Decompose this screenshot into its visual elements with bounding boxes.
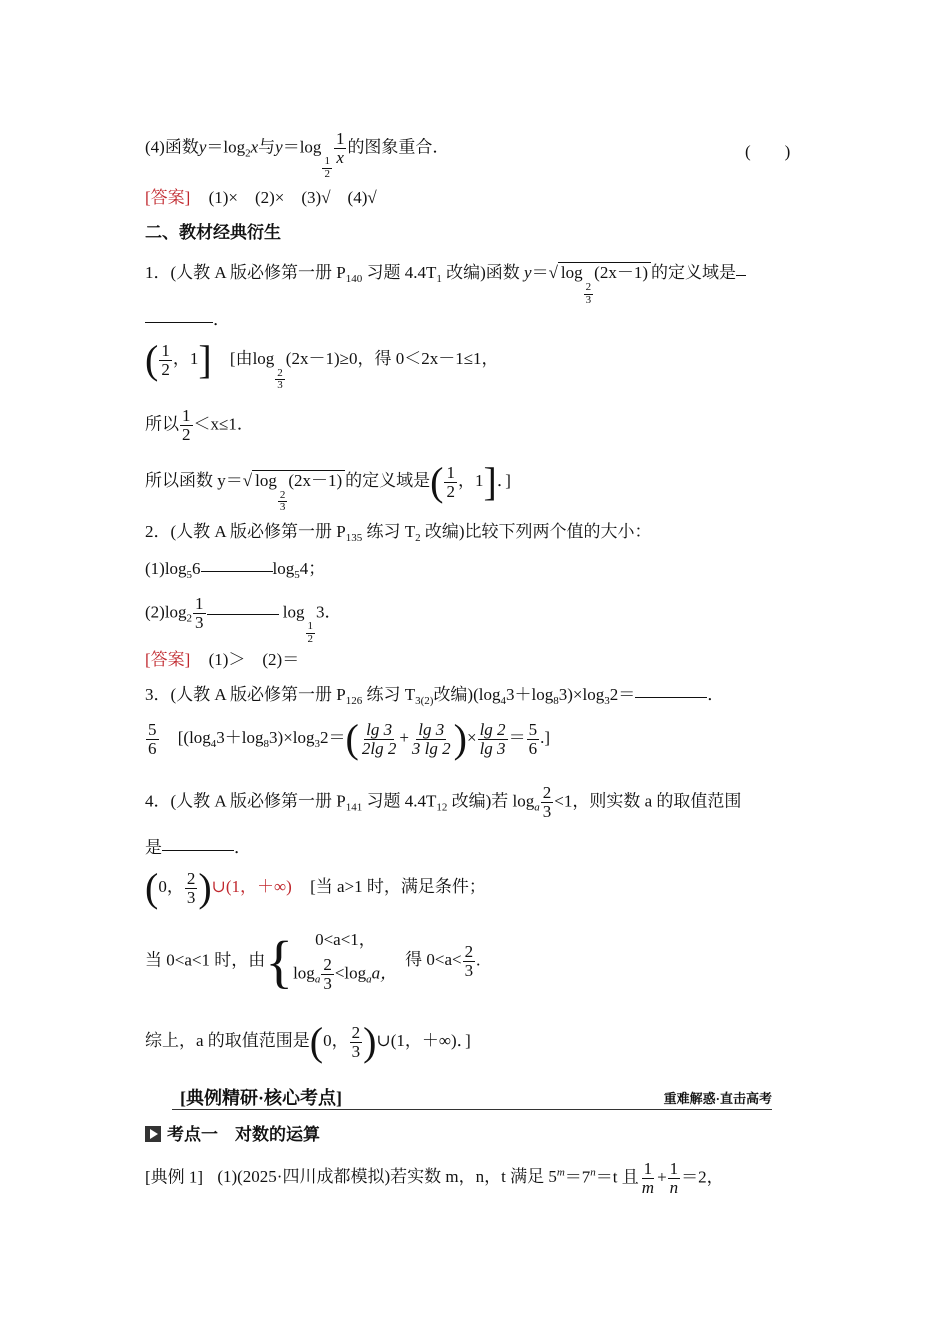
s3-open: (: [309, 1019, 324, 1064]
ans-n: 1: [161, 340, 170, 360]
q1-text: 1．(人教 A 版必修第一册 P: [145, 263, 346, 282]
ans-frac: [159, 342, 172, 379]
s-b3: 3: [314, 737, 321, 750]
q3-end: 2＝: [609, 685, 636, 704]
qa-d: 3: [186, 887, 196, 907]
q1-tsub: 1: [436, 273, 442, 285]
q4-ans-b: ∪(1，＋∞): [211, 876, 292, 896]
q2-text2: 练习 T: [362, 522, 416, 541]
row2c: a，: [371, 963, 398, 983]
r2b-n: 2: [279, 488, 286, 501]
q2-page: 135: [345, 532, 363, 544]
ph-n: 1: [307, 620, 314, 633]
q4-text4: <1，则实数 a 的取值范围: [554, 791, 742, 811]
q4-open: (: [145, 865, 159, 910]
f3: [478, 721, 508, 758]
so2-rest: ，1: [457, 470, 484, 490]
p1b: 6: [192, 559, 201, 578]
s3-close: ): [363, 1019, 377, 1064]
r-n: 5: [528, 719, 538, 739]
q2-tsub: 2: [415, 532, 421, 544]
rad-base: [584, 282, 594, 306]
rb-n: 2: [585, 281, 592, 293]
rad2-base: [278, 490, 288, 514]
q3-solution: $\frac{5}{6}$ [$(\log_43+\log_83)\times\log_32=$( $\frac{\lg 3}{2\lg 2}$ + $\frac{\lg 3}{3 \lg 2}$ )× $\frac{\lg 2}{\lg 3}$ ＝ $\frac{5}{6}$ .]: [148, 716, 550, 761]
s-b4: 4: [210, 737, 217, 750]
q1-eq: ＝: [531, 263, 549, 282]
rb-d: 3: [585, 293, 592, 306]
radicand: [558, 262, 651, 306]
p2a: (2)log: [145, 602, 187, 622]
half-n: 1: [324, 155, 330, 168]
so1-n: 1: [182, 406, 191, 425]
base-half: [322, 156, 332, 180]
item4-paren: ( ): [745, 142, 791, 161]
q2-line: [145, 522, 652, 545]
play-icon: [145, 1126, 161, 1142]
exp-n: n: [590, 1166, 596, 1179]
example-mid: ＝7: [564, 1167, 591, 1187]
q1-text3: 改编)函数: [441, 263, 525, 282]
so2b: 的定义域是: [345, 470, 431, 490]
q4-text3: 改编)若 log: [447, 791, 535, 811]
so1a: 所以: [145, 414, 179, 434]
eb-n: 2: [277, 366, 283, 379]
var-y2: y: [275, 137, 283, 157]
p2-n: 1: [195, 594, 204, 613]
eb-d: 3: [277, 379, 283, 392]
f3n: lg 2: [479, 719, 506, 739]
q1-y: y: [524, 263, 532, 282]
q4-sol3a: 综上，a 的取值范围是: [145, 1030, 310, 1050]
s2-d: 3: [464, 961, 474, 981]
so2-d: 2: [446, 481, 455, 501]
system-rows: [293, 930, 397, 993]
row2b: <log: [334, 963, 367, 983]
answer2-text: (1)＞ (2)＝: [208, 650, 300, 669]
qa-n: 2: [186, 868, 196, 888]
rad2-log: log: [255, 470, 277, 490]
fn-n: 1: [669, 1159, 679, 1178]
q3-sol3: 3)×log: [269, 727, 315, 747]
example-line: [145, 1160, 724, 1197]
q4-sol2a: 当 0<a<1 时，由: [145, 950, 266, 970]
q4-ans-a: 0，: [158, 876, 184, 896]
q1-line: [145, 262, 746, 306]
s3-d: 3: [351, 1041, 361, 1061]
ans-open: (: [145, 337, 159, 382]
frac-1-m: [640, 1160, 656, 1197]
q4-line: [145, 784, 741, 821]
so1-frac: [180, 407, 193, 444]
q3-sol4: 2＝: [320, 727, 346, 747]
q3-mid: 3＋log: [505, 685, 554, 704]
eq-log2: ＝log: [282, 137, 322, 157]
item4-line: [145, 130, 449, 180]
q1-answer: [145, 337, 499, 392]
q3-sol1: [(log: [177, 727, 211, 747]
f2: [410, 721, 453, 758]
blank: [207, 613, 279, 615]
q3-dot: ．: [707, 685, 725, 704]
q4-page: 141: [345, 801, 363, 814]
f1: [360, 721, 398, 758]
r-d: 6: [528, 738, 538, 758]
blank: [162, 849, 234, 851]
r2-n: 2: [323, 955, 332, 975]
p2-frac: [193, 595, 206, 632]
so1b: ＜x≤1．: [193, 414, 254, 434]
q3-b4: 4: [500, 695, 506, 707]
ans-d: 2: [161, 359, 170, 379]
blank: [201, 570, 273, 572]
rad-log: log: [560, 263, 583, 282]
with-text: 与: [258, 137, 276, 157]
item4-suffix: 的图象重合．: [347, 137, 450, 157]
frac-1-n: [668, 1160, 681, 1197]
fm-d: m: [641, 1177, 655, 1197]
answer2: [145, 650, 299, 670]
p1d: 4；: [299, 559, 326, 578]
q3-ans-n: 5: [148, 719, 157, 739]
answer2-tag: [答案]: [145, 650, 191, 669]
q4-answer: [145, 865, 486, 910]
blank: [145, 321, 213, 323]
paren-open: (: [345, 716, 359, 761]
p2d: 3．: [316, 602, 342, 622]
q3-text: 3．(人教 A 版必修第一册 P: [145, 685, 346, 704]
p2-d: 3: [195, 612, 204, 632]
q1-text2: 习题 4.4T: [362, 263, 437, 282]
example-tag: [典例 1]: [145, 1167, 204, 1187]
radicand2: [252, 470, 345, 514]
example-tail: ＝2，: [681, 1167, 724, 1187]
q3-page: 126: [345, 695, 363, 707]
row2-a: a: [314, 973, 321, 986]
section-heading: 二、教材经典衍生: [145, 223, 281, 243]
row2-a2: a: [366, 973, 372, 986]
so2-open: (: [430, 459, 444, 504]
q4-sol2b: 得 0<a<: [405, 950, 462, 970]
fn-d: n: [669, 1177, 679, 1197]
q4-sol1: [当 a>1 时，满足条件；: [310, 876, 486, 896]
f2n: lg 3: [418, 719, 445, 739]
s3-n: 2: [351, 1022, 361, 1042]
q2-p1: [145, 559, 325, 582]
q3-b3: 3: [604, 695, 610, 707]
q1-so1: [145, 407, 254, 444]
blank: [635, 696, 707, 698]
q1-blank-line: [145, 310, 230, 330]
brace-sym: {: [265, 928, 294, 994]
system-brace: [265, 930, 397, 993]
frac-1-x: [334, 130, 347, 167]
row1: 0<a<1，: [315, 930, 376, 949]
p1c: log: [272, 559, 295, 578]
q4-n: 2: [542, 783, 552, 802]
base: 2: [245, 147, 251, 160]
q4-line2-text: 是: [145, 838, 162, 857]
so2a: 所以函数 y＝: [145, 470, 243, 490]
rad2-arg: (2x－1): [288, 470, 343, 490]
q4-sol3b: ∪(1，＋∞)．]: [376, 1030, 471, 1050]
s3-frac: [350, 1024, 363, 1061]
q2-p2: [145, 595, 342, 645]
q4-tsub: 12: [436, 801, 448, 814]
frac-n: 1: [335, 129, 345, 148]
q3-line: [145, 685, 724, 708]
explain1: [由log: [229, 348, 275, 368]
exp-base: [275, 368, 285, 392]
q3-res-frac: [527, 721, 540, 758]
example-mid2: ＝t 且: [595, 1167, 639, 1187]
q3-ans-d: 6: [148, 738, 157, 758]
q4-sol3: [145, 1019, 471, 1064]
q1-page: 140: [345, 273, 363, 285]
q2-text3: 改编)比较下列两个值的大小：: [420, 522, 652, 541]
p2-half: [306, 621, 316, 645]
q4-d: 3: [542, 801, 552, 821]
half-d: 2: [324, 167, 330, 180]
q4-sol2: 当 0<a<1 时，由 { 0<a<1， $\log_a$ $\frac{2}{3}$ $<\log_aa$， 得 0<a< $\frac{2}{3}$ .: [145, 928, 481, 994]
plus: +: [657, 1167, 667, 1187]
q3-tsub: 3(2): [415, 695, 434, 707]
s-b8: 8: [263, 737, 270, 750]
q4-frac: [541, 784, 554, 821]
var-x: x: [250, 137, 259, 157]
s3-zero: 0，: [323, 1030, 349, 1050]
banner-title: [典例精研·核心考点]: [180, 1088, 342, 1108]
section-banner: [172, 1083, 772, 1110]
p1-base: 5: [186, 569, 193, 581]
q3-b8: 8: [553, 695, 559, 707]
explain1b: (2x－1)≥0，得 0＜2x－1≤1，: [285, 348, 499, 368]
r2b-d: 3: [279, 501, 286, 514]
so2-n: 1: [446, 462, 455, 482]
q4-close: ): [198, 865, 212, 910]
q4-text: 4．(人教 A 版必修第一册 P: [145, 791, 346, 811]
q1-so2: [145, 459, 511, 514]
p2-base: 2: [186, 612, 193, 625]
ans-rest: ，1: [172, 348, 199, 368]
row2: [293, 956, 397, 993]
rad-arg: (2x－1): [594, 263, 648, 282]
row2a: log: [293, 963, 315, 983]
ans-close: ]: [198, 337, 212, 382]
paren-close: ): [453, 716, 467, 761]
so2-close: ]: [483, 459, 497, 504]
frac-d: x: [336, 147, 344, 167]
q3-text2: 练习 T: [362, 685, 416, 704]
radical-sign2: √: [242, 470, 253, 490]
q4-line2: [145, 838, 251, 858]
q3-ans: [146, 721, 159, 758]
f1n: lg 3: [366, 719, 393, 739]
topic-line: [145, 1125, 320, 1145]
item4-prefix: (4)函数: [145, 137, 199, 157]
blank: [736, 274, 746, 276]
q3-close: .]: [540, 727, 550, 747]
so2-frac: [444, 464, 457, 501]
q4-a: a: [534, 801, 540, 814]
f3d: lg 3: [479, 738, 506, 758]
answer1: [145, 188, 377, 208]
fm-n: 1: [643, 1159, 653, 1178]
row2-frac: [321, 956, 334, 993]
sol2-frac: [463, 943, 476, 980]
q2-text: 2．(人教 A 版必修第一册 P: [145, 522, 346, 541]
example-text: (1)(2025·四川成都模拟)若实数 m，n，t 满足 5: [217, 1167, 557, 1187]
q3-sol2: 3＋log: [216, 727, 264, 747]
q3-res: ＝: [508, 727, 526, 747]
exp-m: m: [556, 1166, 565, 1179]
so2c: ．]: [496, 470, 511, 490]
q1-tail: 的定义域是: [650, 263, 736, 282]
q4-text2: 习题 4.4T: [362, 791, 437, 811]
var-y: y: [198, 137, 207, 157]
banner-right: 重难解惑·直击高考: [663, 1091, 772, 1106]
r2-d: 3: [323, 974, 332, 994]
ph-d: 2: [307, 632, 314, 645]
topic-title: 考点一 对数的运算: [167, 1125, 320, 1144]
p2c: log: [282, 602, 305, 622]
f2d: 3 lg 2: [411, 738, 451, 758]
f1d: 2lg 2: [361, 738, 397, 758]
p1a: (1)log: [145, 559, 187, 578]
answer-text: (1)× (2)× (3)√ (4)√: [208, 188, 377, 207]
eq-log: ＝log: [206, 137, 246, 157]
s2-n: 2: [464, 942, 474, 962]
q4-dot: ．: [234, 838, 251, 857]
q3-text3: 改编)(log: [433, 685, 501, 704]
q3-mid2: 3)×log: [558, 685, 605, 704]
p1-base2: 5: [294, 569, 300, 581]
radical-sign: √: [548, 263, 558, 282]
q4-ans-frac: [185, 870, 198, 907]
answer-tag: [答案]: [145, 188, 191, 207]
so1-d: 2: [182, 424, 191, 444]
q1-blank-dot: ．: [213, 310, 230, 329]
